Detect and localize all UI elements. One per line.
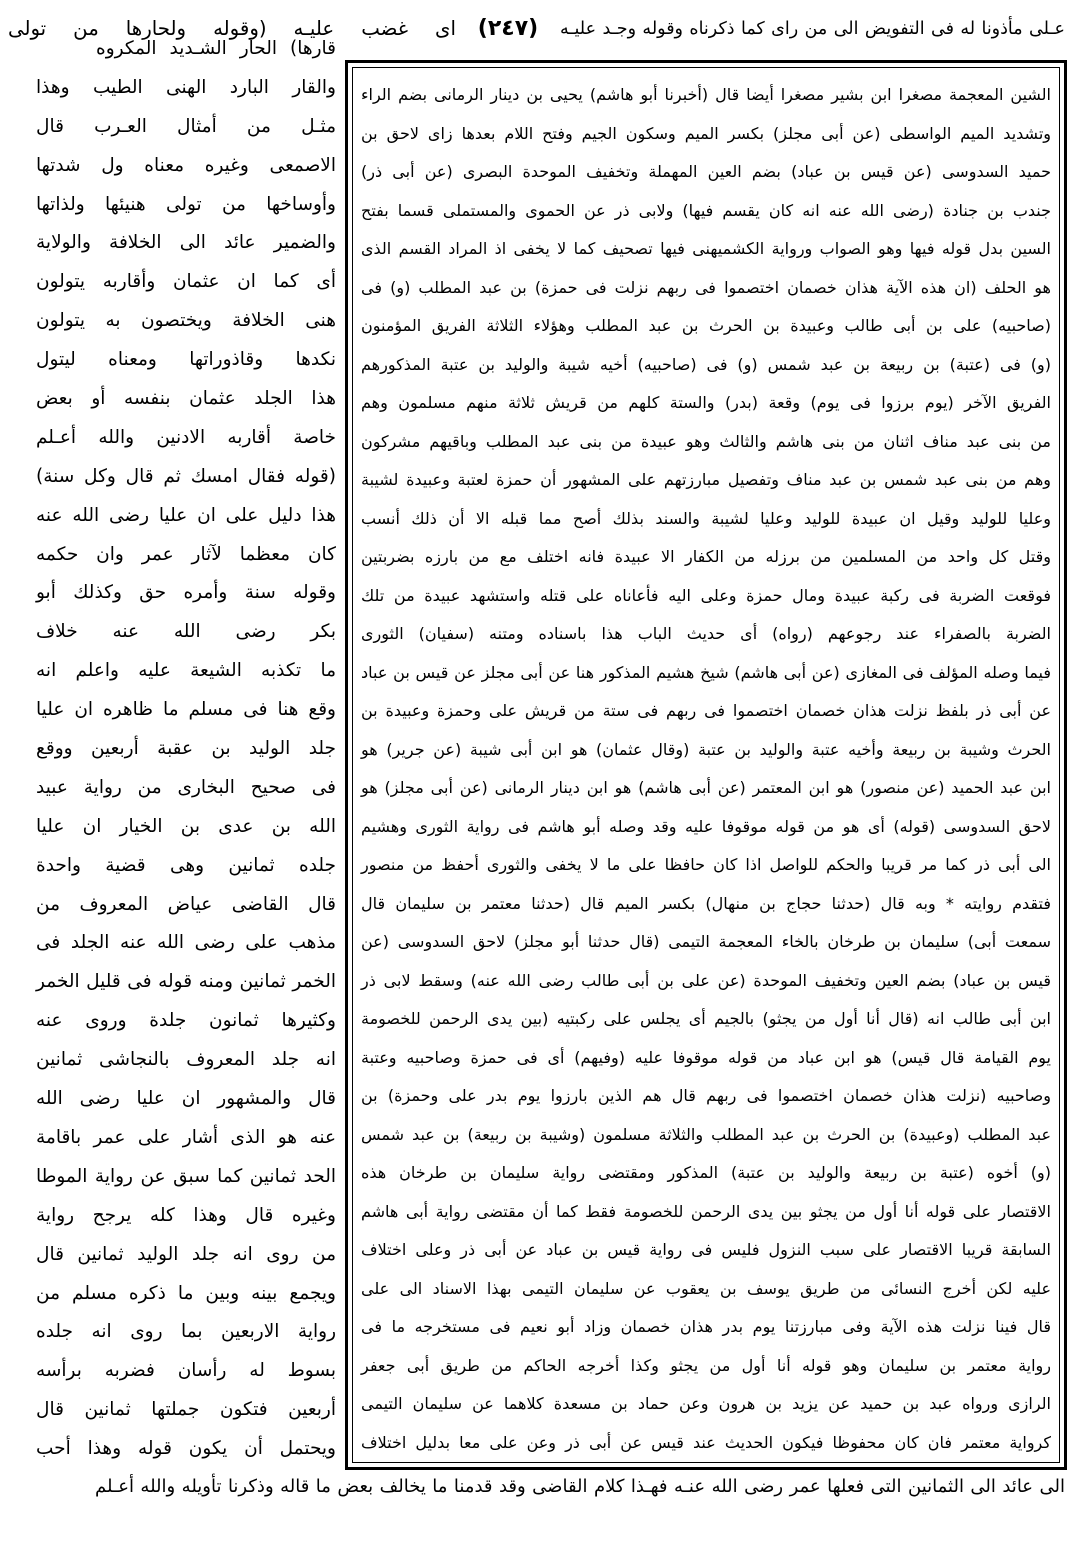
main-text-line: من بنى عبد مناف اثنان من بنى هاشم والثالث وهو عبيدة من بنى عبد المطلب وباقيهم مشركون bbox=[361, 431, 1051, 451]
margin-commentary-line: رواية الاربعين بما روى انه جلده bbox=[36, 1321, 336, 1343]
margin-commentary-line: فى صحيح البخارى من رواية عبيد bbox=[36, 776, 336, 798]
main-text-line: سمعت أبى) سليمان بن طرخان بالخاء المعجمة التيمى (قال حدثنا أبو مجلز) لاحق السدوسى (عن bbox=[361, 932, 1051, 951]
margin-commentary-line: الاصمعى وغيره معناه ول شدتها bbox=[36, 154, 336, 176]
main-text-line: الاقتصار على قوله أنا أول من يجثو بين يدى الرحمن للخصومة فقط كما أن مقتضى رواية أبى هاشم bbox=[361, 1201, 1051, 1221]
margin-commentary-line: جلده ثمانين وهى قضية واحدة bbox=[36, 854, 336, 876]
margin-commentary-line: جلد الوليد بن عقبة أربعين ووقع bbox=[36, 738, 336, 760]
main-text-line: فتقدم روايته * وبه قال (حدثنا حجاج بن منهال) بكسر الميم قال (حدثنا معتمر بن سليمان قال bbox=[361, 893, 1051, 913]
main-text-line: فيما وصله المؤلف فى المغازى (عن أبى هاشم) شيخ هشيم المذكور هنا عن أبى مجلز عن قيس بن عباد bbox=[361, 662, 1051, 682]
main-text-line: وتشديد الميم الواسطى (عن أبى مجلز) بكسر الميم وسكون الجيم وفتح اللام بعدها زاى لاحق بن bbox=[361, 123, 1051, 143]
main-text-line: رواية معتمر بن سليمان وهو قوله أنا أول من يجثو وكذا أخرجه الحاكم من طريق أبى جعفر bbox=[361, 1355, 1051, 1375]
main-text-line: عليه لكن أخرج النسائى من طريق يوسف بن يعقوب عن سليمان التيمى بهذا الاسناد الى على bbox=[361, 1278, 1051, 1298]
main-text-line: وعليا للوليد وقيل ان عبيدة للوليد وعليا لشيبة والسند بذلك أصح مما قبله الا أن ذلك أنسب bbox=[361, 508, 1051, 528]
margin-commentary-line: بسوط له رأسان فضربه برأسه bbox=[36, 1360, 336, 1382]
margin-commentary-line: وقع هنا فى مسلم ما ظاهره ان عليا bbox=[36, 699, 336, 721]
main-text-line: وقتل كل واحد من المسلمين من برزله من الكفار الا عبيدة فانه اختلف مع من بارزه بضربتين bbox=[361, 547, 1051, 566]
main-text-line: وصاحبيه (نزلت هذان خصمان اختصموا فى ربهم قال هم الذين بارزوا يوم بدر على وحمزة) بن bbox=[361, 1086, 1051, 1105]
margin-commentary-line: الله بن عدى بن الخيار ان عليا bbox=[36, 815, 336, 837]
main-text-line: الى أبى ذر كما مر قريبا والحكم للواصل اذا كان حافظا على ما لا يخفى والثورى أحفظ من منصور bbox=[361, 855, 1051, 874]
main-text-line: الشين المعجمة مصغرا ابن بشير مصغرا أيضا قال (أخبرنا أبو هاشم) يحيى بن دينار الرمانى بضم الراء bbox=[361, 85, 1051, 104]
margin-commentary-line: كان معظما لآثار عمر وان حكمه bbox=[36, 543, 336, 565]
margin-commentary-line: قال القاضى عياض المعروف من bbox=[36, 893, 336, 915]
margin-commentary-line: ما تكذبه الشيعة عليه واعلم انه bbox=[36, 660, 336, 682]
margin-commentary-line: من روى انه جلد الوليد ثمانين قال bbox=[36, 1243, 336, 1265]
main-text-line: فوقعت الضربة فى ركبة عبيدة ومال حمزة وعلى اليه فأعاناه على قتله واستشهد عبيدة من تلك bbox=[361, 585, 1051, 605]
main-text-line: الضربة بالصفراء عند رجوعهم (رواه) أى حديث الباب هذا باسناده ومتنه (سفيان) الثورى bbox=[361, 624, 1051, 643]
main-text-line: عبد المطلب (وعبيدة) بن الحرث بن عبد المطلب والثلاثة مسلمون (وشيبة بن ربيعة) بن عبد شمس bbox=[361, 1124, 1051, 1144]
margin-commentary-line: بكر رضى الله عنه خلاف bbox=[36, 621, 336, 643]
margin-commentary-column bbox=[36, 30, 336, 1469]
margin-commentary-line: انه جلد المعروف بالنجاشى ثمانين bbox=[36, 1049, 336, 1071]
margin-commentary-line: هذا دليل على ان عليا رضى الله عنه bbox=[36, 504, 336, 526]
margin-commentary-line: أى كما ان عثمان وأقاربه يتولون bbox=[36, 271, 336, 293]
main-text-body bbox=[361, 76, 1051, 1462]
margin-commentary-line: هذا الجلد عثمان بنفسه أو بعض bbox=[36, 388, 336, 410]
main-text-line: السابقة قريبا الاقتصار على سبب النزول فليس فى رواية قيس بن عباد عن أبى ذر وعلى اختلاف bbox=[361, 1240, 1051, 1259]
margin-commentary-line: (قوله فقال امسك ثم قال وكل سنة) bbox=[36, 465, 336, 487]
main-text-line: الحرث وشيبة بن ربيعة وأخيه عتبة والوليد بن عتبة (وقال عثمان) هو ابن أبى شيبة (عن جرير) هو bbox=[361, 739, 1051, 759]
header-right-text: عـلى مأذونا له فى التفويض الى من راى كما ذكرناه وقوله وجـد عليـه bbox=[560, 19, 1065, 39]
margin-commentary-line: وكثيرها ثمانون جلدة وروى عنه bbox=[36, 1010, 336, 1032]
main-text-line: يوم القيامة قال قيس) هو ابن عباد من قوله موقوفا عليه (وفيهم) أى فى حمزة وصاحبيه وعتبة bbox=[361, 1047, 1051, 1067]
margin-commentary-line: مذهب على رضى الله عنه الجلد فى bbox=[36, 932, 336, 954]
margin-commentary-line: الخمر ثمانين ومنه قوله فى قليل الخمر bbox=[36, 971, 336, 993]
margin-commentary-line: هنى الخلافة ويختصون به يتولون bbox=[36, 310, 336, 332]
margin-commentary-line: خاصة أقاربه الادنين والله أعـلم bbox=[36, 426, 336, 448]
margin-commentary-line: قارها) الحار الشـديد المكروه bbox=[96, 38, 336, 59]
margin-commentary-line: والضمير عائد الى الخلافة والولاية bbox=[36, 232, 336, 254]
main-text-line: لاحق السدوسى (قوله) أى هو من قوله موقوفا عليه وقد وصله أبو هاشم فى رواية الثورى وهشيم bbox=[361, 816, 1051, 836]
main-text-line: قال فينا نزلت هذه الآية وفى مبارزتنا يوم بدر هذان خصمان وزاد أبو نعيم فى مستخرجه ما فى bbox=[361, 1317, 1051, 1336]
main-text-line: جندب بن جنادة (رضى الله عنه انه كان يقسم فيها) ولابى ذر عن الحموى والمستملى قسما بفتح bbox=[361, 200, 1051, 220]
main-text-line: الفريق الآخر (يوم برزوا فى يوم) وقعة (بدر) والستة كلهم من قريش ثلاثة منهم مسلمون وهم bbox=[361, 393, 1051, 412]
main-text-line: (و) فى (عتبة) بن ربيعة بن عبد شمس (و) فى (صاحبيه) أخيه شيبة والوليد بن عتبة المذكورهم bbox=[361, 354, 1051, 374]
main-text-inner-frame bbox=[352, 67, 1060, 1463]
header-left-text: اى غضب عليـه (وقوله ولحارها من تولى bbox=[8, 17, 456, 40]
margin-commentary-line: ويحتمل أن يكون قوله وهذا أحب bbox=[36, 1438, 336, 1460]
margin-commentary-line: وغيره قال وهذا كله يرجح رواية bbox=[36, 1204, 336, 1226]
margin-commentary-line: مثـل من أمثال العـرب قال bbox=[36, 115, 336, 137]
main-text-line: السين بدل قوله فيها وهو الصواب ورواية الكشميهنى فيها تصحيف كما لا يخفى اذ المراد القسم الذى bbox=[361, 239, 1051, 258]
margin-commentary-line: قال والمشهور ان عليا رضى الله bbox=[36, 1088, 336, 1110]
margin-commentary-line: الحد ثمانين كما سبق عن رواية الموطا bbox=[36, 1165, 336, 1187]
main-text-line: وهم من بنى عبد شمس بن عبد مناف وتفصيل مبارزتهم على المشهور أن حمزة لعتبة وعبيدة لشيبة bbox=[361, 470, 1051, 489]
page-number: (٢٤٧) bbox=[477, 16, 539, 41]
margin-commentary-line: عنه هو الذى أشار على عمر باقامة bbox=[36, 1126, 336, 1148]
main-text-line: كرواية معتمر فان كان محفوظا فيكون الحديث عند قيس عن أبى ذر وعن على معا بدليل اختلاف bbox=[361, 1432, 1051, 1452]
margin-commentary-line: وأوساخها من تولى هنيئها ولذاتها bbox=[36, 193, 336, 215]
main-text-line: هو الحلف (ان هذه الآية هذان خصمان اختصموا فى ربهم نزلت فى حمزة) بن عبد المطلب (و) فى bbox=[361, 277, 1051, 297]
main-text-line: ابن أبى طالب انه (قال أنا أول من يجثو) بالجيم أى يجلس على ركبتيه (بين يدى الرحمن للخصومة bbox=[361, 1009, 1051, 1028]
main-text-line: ابن عبد الحميد (عن منصور) هو ابن المعتمر (عن أبى هاشم) هو ابن دينار الرمانى (عن أبى مجلز) هو bbox=[361, 778, 1051, 797]
margin-commentary-line: ويجمع بينه وبين ما ذكره مسلم من bbox=[36, 1282, 336, 1304]
margin-commentary-line: نكدها وقاذوراتها ومعناه ليتول bbox=[36, 349, 336, 371]
main-text-line: الرازى ورواه عبد بن حميد عن يزيد بن هرون وعن حماد بن مسعدة كلاهما عن سليمان التيمى bbox=[361, 1394, 1051, 1413]
main-text-line: حميد السدوسى (عن قيس بن عباد) بضم العين المهملة وتخفيف الموحدة البصرى (عن أبى ذر) bbox=[361, 162, 1051, 181]
main-text-frame bbox=[345, 60, 1067, 1470]
margin-commentary-line: وقوله سنة وأمره حق وكذلك أبو bbox=[36, 582, 336, 604]
main-text-line: (صاحبيه) على بن أبى طالب وعبيدة بن الحرث بن عبد المطلب وهؤلاء الثلاثة الفريق المؤمنون bbox=[361, 316, 1051, 335]
main-text-line: (و) أخوه (عتبة بن ربيعة والوليد بن عتبة) المذكور ومقتضى رواية سليمان بن طرخان هذه bbox=[361, 1163, 1051, 1182]
footer-text-line: الى عائد الى الثمانين التى فعلها عمر رضى الله عنـه فهـذا كلام القاضى وقد قدمنا ما يخالف بعض ما قاله وذكرنا تأويله والله أعـلم bbox=[95, 1476, 1065, 1497]
main-text-line: عن أبى ذر بلفظ نزلت هذان خصمان اختصموا فى ربهم فى ستة من قريش على وحمزة وعبيدة بن bbox=[361, 701, 1051, 720]
margin-commentary-line: أربعين فتكون جملتها ثمانين قال bbox=[36, 1399, 336, 1421]
main-text-line: قيس بن عباد) بضم العين وتخفيف الموحدة (عن على بن أبى طالب رضى الله عنه) وسقط لابى ذر bbox=[361, 970, 1051, 990]
margin-commentary-line: والقار البارد الهنى الطيب وهذا bbox=[36, 76, 336, 98]
